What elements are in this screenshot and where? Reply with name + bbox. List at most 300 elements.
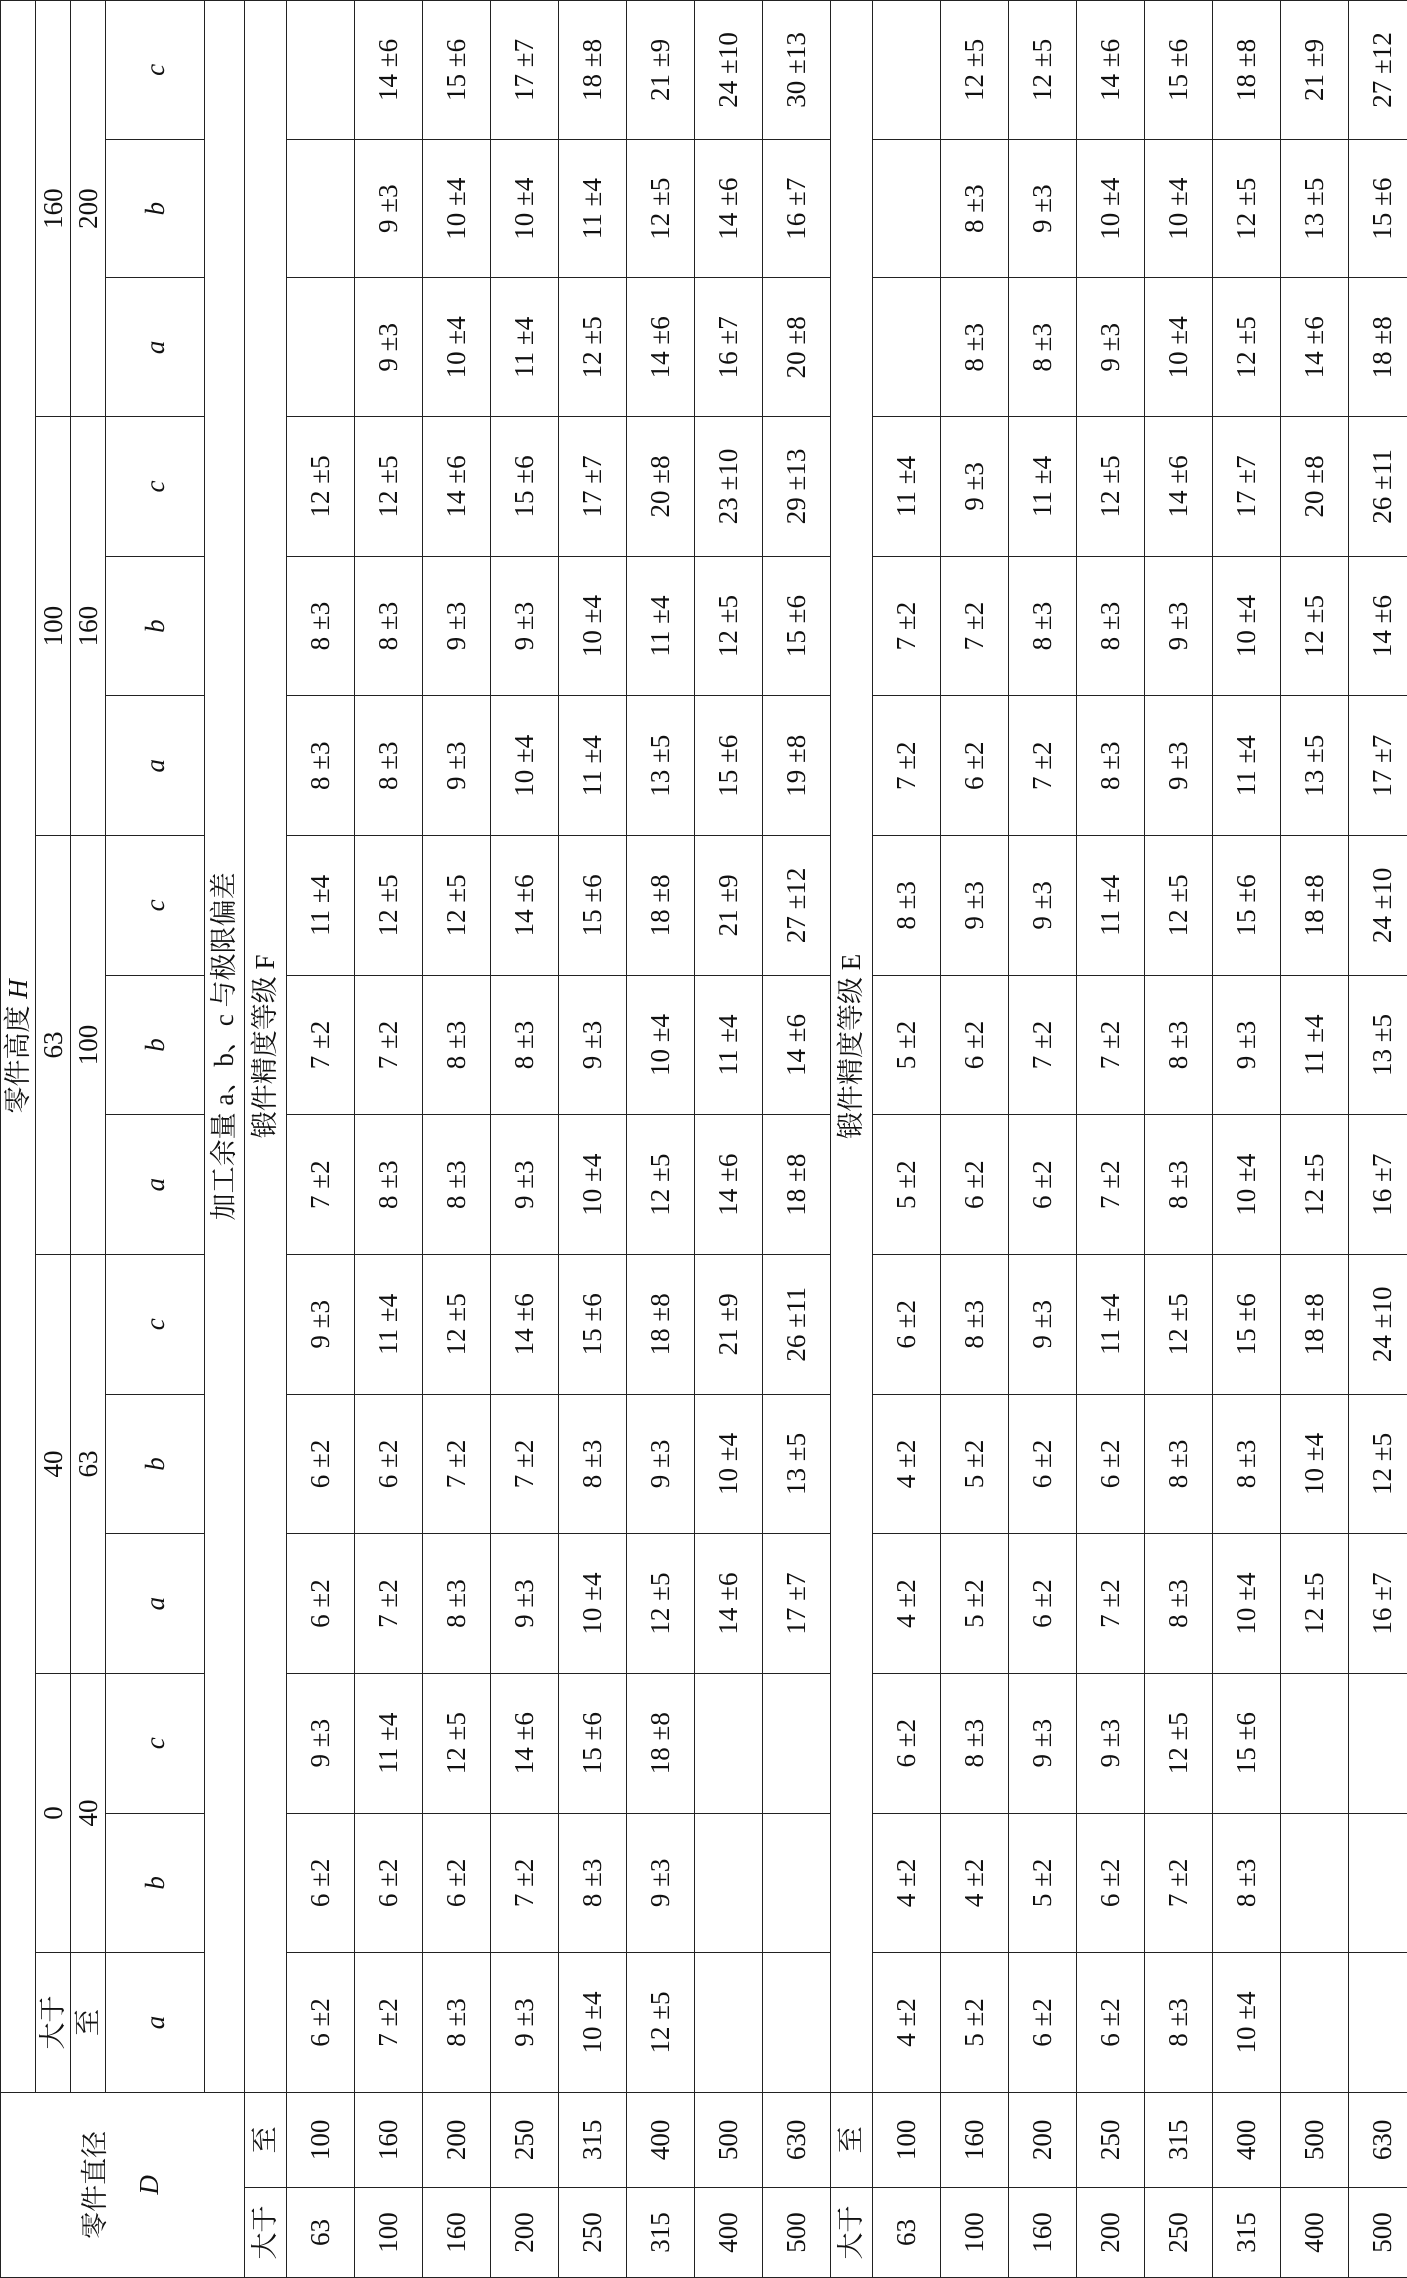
allowance-cell: 23 ±10 — [695, 417, 763, 557]
allowance-cell: 14 ±6 — [1077, 1, 1145, 140]
allowance-cell — [763, 1953, 831, 2093]
table-row — [287, 1, 355, 2278]
allowance-cell: 15 ±6 — [763, 556, 831, 696]
allowance-cell: 13 ±5 — [1349, 975, 1407, 1115]
allowance-cell: 9 ±3 — [1213, 975, 1281, 1115]
allowance-cell: 14 ±6 — [695, 1534, 763, 1674]
allowance-cell: 18 ±8 — [1349, 278, 1407, 417]
allowance-cell: 8 ±3 — [941, 278, 1009, 417]
table-row — [1349, 1, 1407, 2278]
allowance-cell: 17 ±7 — [1349, 696, 1407, 836]
allowance-cell: 17 ±7 — [763, 1534, 831, 1674]
allowance-cell: 7 ±2 — [941, 556, 1009, 696]
allowance-cell: 21 ±9 — [627, 1, 695, 140]
allowance-cell: 21 ±9 — [1281, 1, 1349, 140]
allowance-cell: 15 ±6 — [1145, 1, 1213, 140]
allowance-cell: 6 ±2 — [1009, 1534, 1077, 1674]
allowance-cell: 17 ±7 — [559, 417, 627, 557]
allowance-cell — [763, 1673, 831, 1813]
diameter-from: 160 — [423, 2187, 491, 2277]
allowance-cell: 8 ±3 — [355, 696, 423, 836]
diameter-to: 200 — [1009, 2092, 1077, 2187]
sub-column-a: a — [106, 1953, 205, 2093]
diameter-to: 160 — [355, 2092, 423, 2187]
allowance-cell: 8 ±3 — [287, 696, 355, 836]
allowance-cell: 24 ±10 — [1349, 1254, 1407, 1394]
diameter-from: 63 — [287, 2187, 355, 2277]
allowance-cell: 7 ±2 — [491, 1813, 559, 1953]
allowance-cell: 9 ±3 — [287, 1254, 355, 1394]
allowance-cell: 14 ±6 — [355, 1, 423, 140]
table-row — [423, 1, 491, 2278]
allowance-cell: 11 ±4 — [1009, 417, 1077, 557]
allowance-cell: 11 ±4 — [355, 1673, 423, 1813]
more-than-label: 大于 — [831, 2187, 873, 2277]
allowance-cell: 7 ±2 — [491, 1394, 559, 1534]
diameter-to: 160 — [941, 2092, 1009, 2187]
allowance-cell: 4 ±2 — [873, 1394, 941, 1534]
allowance-cell — [873, 1, 941, 140]
allowance-cell: 7 ±2 — [355, 1953, 423, 2093]
allowance-cell: 9 ±3 — [559, 975, 627, 1115]
table-row — [763, 1, 831, 2278]
allowance-cell: 4 ±2 — [873, 1813, 941, 1953]
allowance-cell — [1349, 1673, 1407, 1813]
allowance-cell: 8 ±3 — [423, 975, 491, 1115]
allowance-cell: 9 ±3 — [423, 696, 491, 836]
allowance-cell: 11 ±4 — [355, 1254, 423, 1394]
allowance-cell: 6 ±2 — [941, 696, 1009, 836]
diameter-header — [1, 2092, 245, 2277]
allowance-cell: 13 ±5 — [627, 696, 695, 836]
allowance-cell: 8 ±3 — [355, 1115, 423, 1255]
allowance-cell: 19 ±8 — [763, 696, 831, 836]
allowance-cell: 12 ±5 — [355, 836, 423, 976]
allowance-cell: 8 ±3 — [287, 556, 355, 696]
allowance-cell: 10 ±4 — [559, 1534, 627, 1674]
table-row — [355, 1, 423, 2278]
table-row — [873, 1, 941, 2278]
allowance-cell: 12 ±5 — [1145, 836, 1213, 976]
allowance-cell: 18 ±8 — [1281, 836, 1349, 976]
allowance-cell: 8 ±3 — [423, 1953, 491, 2093]
diameter-from: 400 — [1281, 2187, 1349, 2277]
height-range-to: 40 — [71, 1673, 106, 1952]
diameter-to: 315 — [559, 2092, 627, 2187]
allowance-cell: 6 ±2 — [873, 1673, 941, 1813]
height-range-to: 100 — [71, 836, 106, 1255]
allowance-cell: 9 ±3 — [1009, 1254, 1077, 1394]
allowance-cell: 14 ±6 — [695, 1115, 763, 1255]
diameter-to: 500 — [1281, 2092, 1349, 2187]
allowance-cell: 15 ±6 — [1213, 836, 1281, 976]
allowance-cell: 8 ±3 — [491, 975, 559, 1115]
diameter-from: 400 — [695, 2187, 763, 2277]
allowance-cell: 18 ±8 — [627, 1673, 695, 1813]
allowance-cell: 21 ±9 — [695, 1254, 763, 1394]
diameter-to: 100 — [287, 2092, 355, 2187]
allowance-cell: 15 ±6 — [695, 696, 763, 836]
sub-column-c: c — [106, 1254, 205, 1394]
allowance-cell: 14 ±6 — [627, 278, 695, 417]
height-range-from: 40 — [36, 1254, 71, 1673]
allowance-cell: 10 ±4 — [559, 1953, 627, 2093]
allowance-cell: 12 ±5 — [423, 1673, 491, 1813]
diameter-from: 63 — [873, 2187, 941, 2277]
allowance-cell: 9 ±3 — [287, 1673, 355, 1813]
allowance-cell: 9 ±3 — [1009, 139, 1077, 278]
sub-column-a: a — [106, 278, 205, 417]
allowance-cell: 18 ±8 — [559, 1, 627, 140]
diameter-from: 315 — [627, 2187, 695, 2277]
allowance-cell: 6 ±2 — [355, 1394, 423, 1534]
diameter-from: 500 — [763, 2187, 831, 2277]
allowance-cell: 9 ±3 — [1145, 556, 1213, 696]
allowance-label: 加工余量 a、b、c 与极限偏差 — [205, 1, 245, 2093]
height-label: 零件高度 — [2, 1005, 33, 1114]
allowance-cell: 11 ±4 — [1281, 975, 1349, 1115]
allowance-cell: 12 ±5 — [1281, 556, 1349, 696]
allowance-cell: 6 ±2 — [1077, 1813, 1145, 1953]
allowance-cell: 12 ±5 — [423, 1254, 491, 1394]
allowance-cell: 20 ±8 — [763, 278, 831, 417]
allowance-cell: 7 ±2 — [1009, 975, 1077, 1115]
allowance-cell: 7 ±2 — [355, 1534, 423, 1674]
allowance-cell: 6 ±2 — [941, 975, 1009, 1115]
diameter-from: 200 — [1077, 2187, 1145, 2277]
allowance-cell: 7 ±2 — [1009, 696, 1077, 836]
allowance-cell: 12 ±5 — [627, 1953, 695, 2093]
sub-column-a: a — [106, 1534, 205, 1674]
allowance-cell: 4 ±2 — [873, 1953, 941, 2093]
allowance-cell: 7 ±2 — [287, 1115, 355, 1255]
grade-label: 锻件精度等级 F — [245, 1, 287, 2093]
sub-column-a: a — [106, 1115, 205, 1255]
allowance-cell: 9 ±3 — [491, 1534, 559, 1674]
allowance-cell: 21 ±9 — [695, 836, 763, 976]
sub-column-a: a — [106, 696, 205, 836]
allowance-cell: 6 ±2 — [1009, 1394, 1077, 1534]
up-to-label: 至 — [245, 2092, 287, 2187]
allowance-cell: 20 ±8 — [1281, 417, 1349, 557]
allowance-cell: 7 ±2 — [423, 1394, 491, 1534]
allowance-cell: 9 ±3 — [941, 417, 1009, 557]
allowance-cell: 9 ±3 — [491, 1115, 559, 1255]
sub-column-c: c — [106, 1, 205, 140]
allowance-cell — [1349, 1813, 1407, 1953]
allowance-cell: 10 ±4 — [1077, 139, 1145, 278]
allowance-cell: 6 ±2 — [1077, 1953, 1145, 2093]
up-to-label: 至 — [831, 2092, 873, 2187]
sub-column-c: c — [106, 1673, 205, 1813]
allowance-cell: 15 ±6 — [559, 1673, 627, 1813]
allowance-cell: 15 ±6 — [559, 836, 627, 976]
height-range-from: 100 — [36, 417, 71, 836]
height-symbol: H — [2, 979, 33, 999]
allowance-cell: 15 ±6 — [491, 417, 559, 557]
allowance-cell — [873, 139, 941, 278]
allowance-cell: 12 ±5 — [1145, 1254, 1213, 1394]
allowance-cell: 13 ±5 — [1281, 139, 1349, 278]
table-row — [1213, 1, 1281, 2278]
allowance-cell: 11 ±4 — [695, 975, 763, 1115]
allowance-cell: 8 ±3 — [423, 1115, 491, 1255]
allowance-cell — [287, 1, 355, 140]
allowance-cell: 15 ±6 — [1213, 1254, 1281, 1394]
diameter-symbol: D — [134, 2175, 164, 2195]
diameter-from: 500 — [1349, 2187, 1407, 2277]
more-than-label: 大于 — [245, 2187, 287, 2277]
allowance-cell: 7 ±2 — [355, 975, 423, 1115]
allowance-cell: 15 ±6 — [1349, 139, 1407, 278]
sub-column-b: b — [106, 1813, 205, 1953]
allowance-cell: 18 ±8 — [627, 836, 695, 976]
allowance-cell: 10 ±4 — [559, 556, 627, 696]
allowance-cell: 12 ±5 — [627, 139, 695, 278]
allowance-cell: 26 ±11 — [763, 1254, 831, 1394]
table-row — [1009, 1, 1077, 2278]
allowance-cell — [1281, 1953, 1349, 2093]
diameter-to: 100 — [873, 2092, 941, 2187]
allowance-cell: 10 ±4 — [491, 139, 559, 278]
allowance-cell: 10 ±4 — [423, 278, 491, 417]
diameter-from: 100 — [941, 2187, 1009, 2277]
table-row — [1281, 1, 1349, 2278]
allowance-cell: 9 ±3 — [355, 139, 423, 278]
allowance-cell: 8 ±3 — [1009, 556, 1077, 696]
allowance-cell: 7 ±2 — [1077, 975, 1145, 1115]
allowance-cell: 8 ±3 — [1077, 556, 1145, 696]
allowance-cell: 7 ±2 — [1077, 1115, 1145, 1255]
allowance-cell: 12 ±5 — [627, 1115, 695, 1255]
allowance-cell — [695, 1953, 763, 2093]
diameter-to: 630 — [763, 2092, 831, 2187]
allowance-cell: 8 ±3 — [1145, 1953, 1213, 2093]
allowance-cell: 8 ±3 — [1213, 1394, 1281, 1534]
allowance-cell: 18 ±8 — [763, 1115, 831, 1255]
allowance-cell: 6 ±2 — [423, 1813, 491, 1953]
allowance-cell: 10 ±4 — [1145, 278, 1213, 417]
diameter-from: 250 — [559, 2187, 627, 2277]
allowance-cell: 12 ±5 — [1145, 1673, 1213, 1813]
allowance-cell: 16 ±7 — [1349, 1115, 1407, 1255]
allowance-cell: 10 ±4 — [423, 139, 491, 278]
allowance-cell — [1281, 1673, 1349, 1813]
allowance-cell: 14 ±6 — [1281, 278, 1349, 417]
height-range-from: 63 — [36, 836, 71, 1255]
height-header — [1, 1, 36, 2093]
diameter-to: 630 — [1349, 2092, 1407, 2187]
allowance-cell: 8 ±3 — [1145, 1534, 1213, 1674]
allowance-cell: 14 ±6 — [491, 836, 559, 976]
table-row — [1077, 1, 1145, 2278]
allowance-cell: 15 ±6 — [423, 1, 491, 140]
allowance-cell: 11 ±4 — [1077, 836, 1145, 976]
table-row — [1145, 1, 1213, 2278]
allowance-cell: 12 ±5 — [1213, 139, 1281, 278]
allowance-cell: 11 ±4 — [287, 836, 355, 976]
allowance-cell: 30 ±13 — [763, 1, 831, 140]
allowance-cell: 18 ±8 — [1281, 1254, 1349, 1394]
allowance-cell — [287, 278, 355, 417]
allowance-cell: 12 ±5 — [1281, 1534, 1349, 1674]
sub-column-c: c — [106, 836, 205, 976]
allowance-cell: 6 ±2 — [1077, 1394, 1145, 1534]
allowance-cell: 12 ±5 — [941, 1, 1009, 140]
allowance-cell: 12 ±5 — [1349, 1394, 1407, 1534]
allowance-cell: 10 ±4 — [627, 975, 695, 1115]
allowance-cell: 12 ±5 — [1077, 417, 1145, 557]
grade-label: 锻件精度等级 E — [831, 1, 873, 2093]
allowance-cell: 6 ±2 — [941, 1115, 1009, 1255]
diameter-from: 200 — [491, 2187, 559, 2277]
more-than-label: 大于 — [36, 1953, 71, 2093]
table-row — [491, 1, 559, 2278]
allowance-cell: 24 ±10 — [695, 1, 763, 140]
allowance-cell: 16 ±7 — [695, 278, 763, 417]
allowance-cell: 8 ±3 — [941, 1673, 1009, 1813]
sub-column-b: b — [106, 975, 205, 1115]
allowance-cell: 14 ±6 — [1145, 417, 1213, 557]
allowance-cell: 8 ±3 — [873, 836, 941, 976]
allowance-cell: 9 ±3 — [491, 1953, 559, 2093]
allowance-cell: 8 ±3 — [559, 1813, 627, 1953]
allowance-cell: 9 ±3 — [1077, 278, 1145, 417]
allowance-cell: 15 ±6 — [1213, 1673, 1281, 1813]
allowance-cell: 16 ±7 — [1349, 1534, 1407, 1674]
allowance-cell: 13 ±5 — [1281, 696, 1349, 836]
allowance-cell: 18 ±8 — [627, 1254, 695, 1394]
allowance-cell: 10 ±4 — [1213, 1953, 1281, 2093]
grade-row — [831, 1, 873, 2278]
diameter-to: 400 — [1213, 2092, 1281, 2187]
allowance-cell: 9 ±3 — [1009, 836, 1077, 976]
allowance-cell: 15 ±6 — [559, 1254, 627, 1394]
allowance-cell: 6 ±2 — [287, 1953, 355, 2093]
allowance-cell: 6 ±2 — [355, 1813, 423, 1953]
allowance-cell — [287, 139, 355, 278]
sub-column-b: b — [106, 139, 205, 278]
diameter-to: 250 — [1077, 2092, 1145, 2187]
grade-row — [245, 1, 287, 2278]
diameter-from: 160 — [1009, 2187, 1077, 2277]
allowance-cell: 12 ±5 — [355, 417, 423, 557]
allowance-cell: 9 ±3 — [1009, 1673, 1077, 1813]
allowance-cell: 7 ±2 — [1145, 1813, 1213, 1953]
allowance-cell: 12 ±5 — [1009, 1, 1077, 140]
allowance-cell: 10 ±4 — [491, 696, 559, 836]
allowance-cell: 10 ±4 — [1145, 139, 1213, 278]
allowance-cell: 10 ±4 — [1213, 556, 1281, 696]
allowance-cell: 11 ±4 — [627, 556, 695, 696]
table-row — [627, 1, 695, 2278]
height-range-to: 160 — [71, 417, 106, 836]
allowance-cell: 17 ±7 — [1213, 417, 1281, 557]
allowance-cell: 14 ±6 — [491, 1254, 559, 1394]
allowance-cell: 10 ±4 — [1281, 1394, 1349, 1534]
allowance-cell: 20 ±8 — [627, 417, 695, 557]
allowance-cell: 18 ±8 — [1213, 1, 1281, 140]
allowance-cell: 7 ±2 — [1077, 1534, 1145, 1674]
allowance-cell — [873, 278, 941, 417]
height-range-to: 63 — [71, 1254, 106, 1673]
allowance-cell: 12 ±5 — [423, 836, 491, 976]
allowance-cell: 5 ±2 — [941, 1394, 1009, 1534]
allowance-cell: 8 ±3 — [1145, 1394, 1213, 1534]
allowance-cell: 6 ±2 — [287, 1813, 355, 1953]
allowance-cell: 29 ±13 — [763, 417, 831, 557]
allowance-cell — [1281, 1813, 1349, 1953]
allowance-cell: 11 ±4 — [559, 696, 627, 836]
allowance-cell: 11 ±4 — [873, 417, 941, 557]
diameter-label: 零件直径 — [80, 2130, 110, 2239]
diameter-from: 315 — [1213, 2187, 1281, 2277]
allowance-cell — [763, 1813, 831, 1953]
allowance-cell: 11 ±4 — [559, 139, 627, 278]
allowance-cell: 8 ±3 — [559, 1394, 627, 1534]
allowance-cell: 14 ±6 — [763, 975, 831, 1115]
diameter-to: 315 — [1145, 2092, 1213, 2187]
allowance-cell: 24 ±10 — [1349, 836, 1407, 976]
allowance-cell: 5 ±2 — [941, 1953, 1009, 2093]
allowance-cell: 14 ±6 — [695, 139, 763, 278]
diameter-to: 250 — [491, 2092, 559, 2187]
allowance-cell: 12 ±5 — [695, 556, 763, 696]
allowance-cell: 16 ±7 — [763, 139, 831, 278]
diameter-to: 200 — [423, 2092, 491, 2187]
allowance-cell: 9 ±3 — [941, 836, 1009, 976]
allowance-cell: 8 ±3 — [1145, 1115, 1213, 1255]
allowance-cell: 10 ±4 — [559, 1115, 627, 1255]
allowance-cell: 11 ±4 — [1077, 1254, 1145, 1394]
allowance-cell: 8 ±3 — [1213, 1813, 1281, 1953]
allowance-cell: 10 ±4 — [695, 1394, 763, 1534]
height-range-from: 160 — [36, 1, 71, 417]
allowance-cell: 9 ±3 — [423, 556, 491, 696]
allowance-cell: 6 ±2 — [873, 1254, 941, 1394]
table-row — [941, 1, 1009, 2278]
allowance-cell: 27 ±12 — [1349, 1, 1407, 140]
allowance-cell: 9 ±3 — [355, 278, 423, 417]
height-range-to: 200 — [71, 1, 106, 417]
diameter-to: 400 — [627, 2092, 695, 2187]
allowance-cell: 12 ±5 — [1213, 278, 1281, 417]
allowance-cell — [695, 1813, 763, 1953]
allowance-cell: 9 ±3 — [491, 556, 559, 696]
diameter-to: 500 — [695, 2092, 763, 2187]
allowance-cell: 4 ±2 — [873, 1534, 941, 1674]
allowance-cell: 4 ±2 — [941, 1813, 1009, 1953]
allowance-cell: 12 ±5 — [1281, 1115, 1349, 1255]
allowance-cell: 6 ±2 — [1009, 1953, 1077, 2093]
allowance-cell: 10 ±4 — [1213, 1534, 1281, 1674]
allowance-cell: 8 ±3 — [1009, 278, 1077, 417]
allowance-cell: 7 ±2 — [873, 556, 941, 696]
allowance-cell: 5 ±2 — [1009, 1813, 1077, 1953]
table-row — [559, 1, 627, 2278]
allowance-cell: 8 ±3 — [941, 139, 1009, 278]
allowance-cell: 14 ±6 — [423, 417, 491, 557]
table-row — [695, 1, 763, 2278]
allowance-cell: 5 ±2 — [941, 1534, 1009, 1674]
allowance-cell: 8 ±3 — [355, 556, 423, 696]
up-to-label: 至 — [71, 1953, 106, 2093]
allowance-cell: 6 ±2 — [287, 1534, 355, 1674]
allowance-cell: 11 ±4 — [1213, 696, 1281, 836]
allowance-cell: 13 ±5 — [763, 1394, 831, 1534]
sub-column-b: b — [106, 556, 205, 696]
height-range-from: 0 — [36, 1673, 71, 1952]
